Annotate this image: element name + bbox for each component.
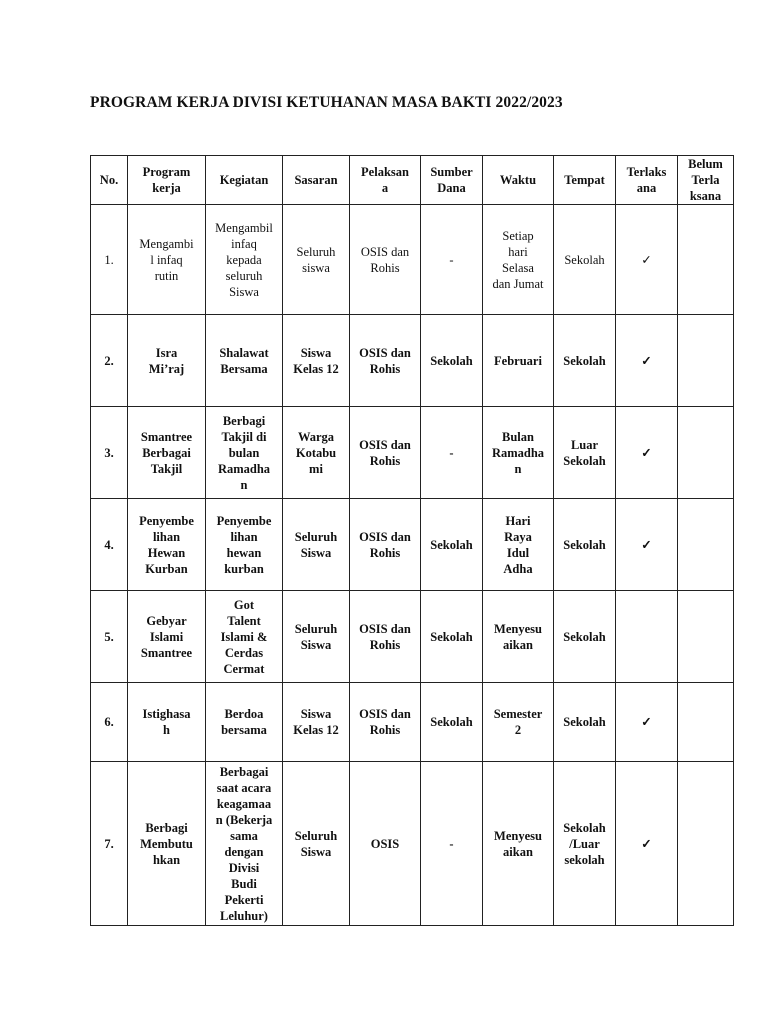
- cell-belum-terlaksana: [678, 499, 734, 591]
- check-mark-icon: ✓: [616, 683, 678, 762]
- cell-program-kerja: Berbagi Membutu hkan: [128, 762, 206, 926]
- cell-program-kerja: Gebyar Islami Smantree: [128, 591, 206, 683]
- cell-sumber-dana: Sekolah: [421, 315, 483, 407]
- cell-sumber-dana: -: [421, 407, 483, 499]
- cell-kegiatan: Shalawat Bersama: [206, 315, 283, 407]
- header-kegiatan: Kegiatan: [206, 156, 283, 205]
- header-pelaksana: Pelaksan a: [350, 156, 421, 205]
- cell-sumber-dana: Sekolah: [421, 591, 483, 683]
- cell-tempat: Sekolah: [554, 591, 616, 683]
- cell-kegiatan: Berbagai saat acara keagamaa n (Bekerja sama dengan Divisi Budi Pekerti Leluhur): [206, 762, 283, 926]
- cell-pelaksana: OSIS dan Rohis: [350, 591, 421, 683]
- header-tempat: Tempat: [554, 156, 616, 205]
- check-mark-icon: [616, 591, 678, 683]
- cell-sumber-dana: Sekolah: [421, 683, 483, 762]
- cell-sumber-dana: Sekolah: [421, 499, 483, 591]
- cell-pelaksana: OSIS dan Rohis: [350, 407, 421, 499]
- cell-pelaksana: OSIS dan Rohis: [350, 683, 421, 762]
- cell-tempat: Luar Sekolah: [554, 407, 616, 499]
- cell-waktu: Setiap hari Selasa dan Jumat: [483, 205, 554, 315]
- cell-tempat: Sekolah /Luar sekolah: [554, 762, 616, 926]
- table-header-row: [91, 156, 734, 205]
- header-terlaksana: Terlaks ana: [616, 156, 678, 205]
- header-no: No.: [91, 156, 128, 205]
- cell-waktu: Semester 2: [483, 683, 554, 762]
- cell-no: 4.: [91, 499, 128, 591]
- cell-tempat: Sekolah: [554, 683, 616, 762]
- table-row: [91, 407, 734, 499]
- table-row: [91, 762, 734, 926]
- cell-belum-terlaksana: [678, 762, 734, 926]
- cell-kegiatan: Penyembe lihan hewan kurban: [206, 499, 283, 591]
- cell-pelaksana: OSIS dan Rohis: [350, 315, 421, 407]
- header-sasaran: Sasaran: [283, 156, 350, 205]
- table-row: [91, 683, 734, 762]
- header-sumber-dana: Sumber Dana: [421, 156, 483, 205]
- program-table: [90, 155, 734, 926]
- table-row: [91, 591, 734, 683]
- cell-program-kerja: Istighasa h: [128, 683, 206, 762]
- header-program-kerja: Program kerja: [128, 156, 206, 205]
- cell-belum-terlaksana: [678, 315, 734, 407]
- cell-program-kerja: Penyembe lihan Hewan Kurban: [128, 499, 206, 591]
- cell-program-kerja: Mengambi l infaq rutin: [128, 205, 206, 315]
- cell-pelaksana: OSIS dan Rohis: [350, 499, 421, 591]
- cell-sasaran: Seluruh siswa: [283, 205, 350, 315]
- cell-waktu: Menyesu aikan: [483, 591, 554, 683]
- cell-kegiatan: Berbagi Takjil di bulan Ramadha n: [206, 407, 283, 499]
- cell-belum-terlaksana: [678, 407, 734, 499]
- check-mark-icon: ✓: [616, 499, 678, 591]
- cell-tempat: Sekolah: [554, 499, 616, 591]
- cell-belum-terlaksana: [678, 591, 734, 683]
- cell-no: 6.: [91, 683, 128, 762]
- cell-no: 3.: [91, 407, 128, 499]
- cell-sasaran: Seluruh Siswa: [283, 499, 350, 591]
- cell-program-kerja: Smantree Berbagai Takjil: [128, 407, 206, 499]
- cell-no: 1.: [91, 205, 128, 315]
- cell-waktu: Bulan Ramadha n: [483, 407, 554, 499]
- cell-waktu: Hari Raya Idul Adha: [483, 499, 554, 591]
- cell-sasaran: Seluruh Siswa: [283, 762, 350, 926]
- cell-kegiatan: Berdoa bersama: [206, 683, 283, 762]
- cell-pelaksana: OSIS dan Rohis: [350, 205, 421, 315]
- table-row: [91, 315, 734, 407]
- cell-sumber-dana: -: [421, 762, 483, 926]
- cell-no: 2.: [91, 315, 128, 407]
- cell-waktu: Februari: [483, 315, 554, 407]
- cell-sumber-dana: -: [421, 205, 483, 315]
- cell-kegiatan: Got Talent Islami & Cerdas Cermat: [206, 591, 283, 683]
- check-mark-icon: ✓: [616, 315, 678, 407]
- check-mark-icon: ✓: [616, 407, 678, 499]
- cell-tempat: Sekolah: [554, 315, 616, 407]
- cell-belum-terlaksana: [678, 683, 734, 762]
- cell-program-kerja: Isra Mi’raj: [128, 315, 206, 407]
- cell-no: 5.: [91, 591, 128, 683]
- table-row: [91, 499, 734, 591]
- cell-belum-terlaksana: [678, 205, 734, 315]
- document-title: PROGRAM KERJA DIVISI KETUHANAN MASA BAKTI 2022/2023: [90, 94, 563, 111]
- cell-no: 7.: [91, 762, 128, 926]
- cell-waktu: Menyesu aikan: [483, 762, 554, 926]
- header-belum-terlaksana: Belum Terla ksana: [678, 156, 734, 205]
- cell-pelaksana: OSIS: [350, 762, 421, 926]
- check-mark-icon: ✓: [616, 205, 678, 315]
- table-body: [91, 205, 734, 926]
- table-row: [91, 205, 734, 315]
- check-mark-icon: ✓: [616, 762, 678, 926]
- cell-kegiatan: Mengambil infaq kepada seluruh Siswa: [206, 205, 283, 315]
- cell-tempat: Sekolah: [554, 205, 616, 315]
- header-waktu: Waktu: [483, 156, 554, 205]
- cell-sasaran: Siswa Kelas 12: [283, 683, 350, 762]
- cell-sasaran: Seluruh Siswa: [283, 591, 350, 683]
- cell-sasaran: Siswa Kelas 12: [283, 315, 350, 407]
- cell-sasaran: Warga Kotabu mi: [283, 407, 350, 499]
